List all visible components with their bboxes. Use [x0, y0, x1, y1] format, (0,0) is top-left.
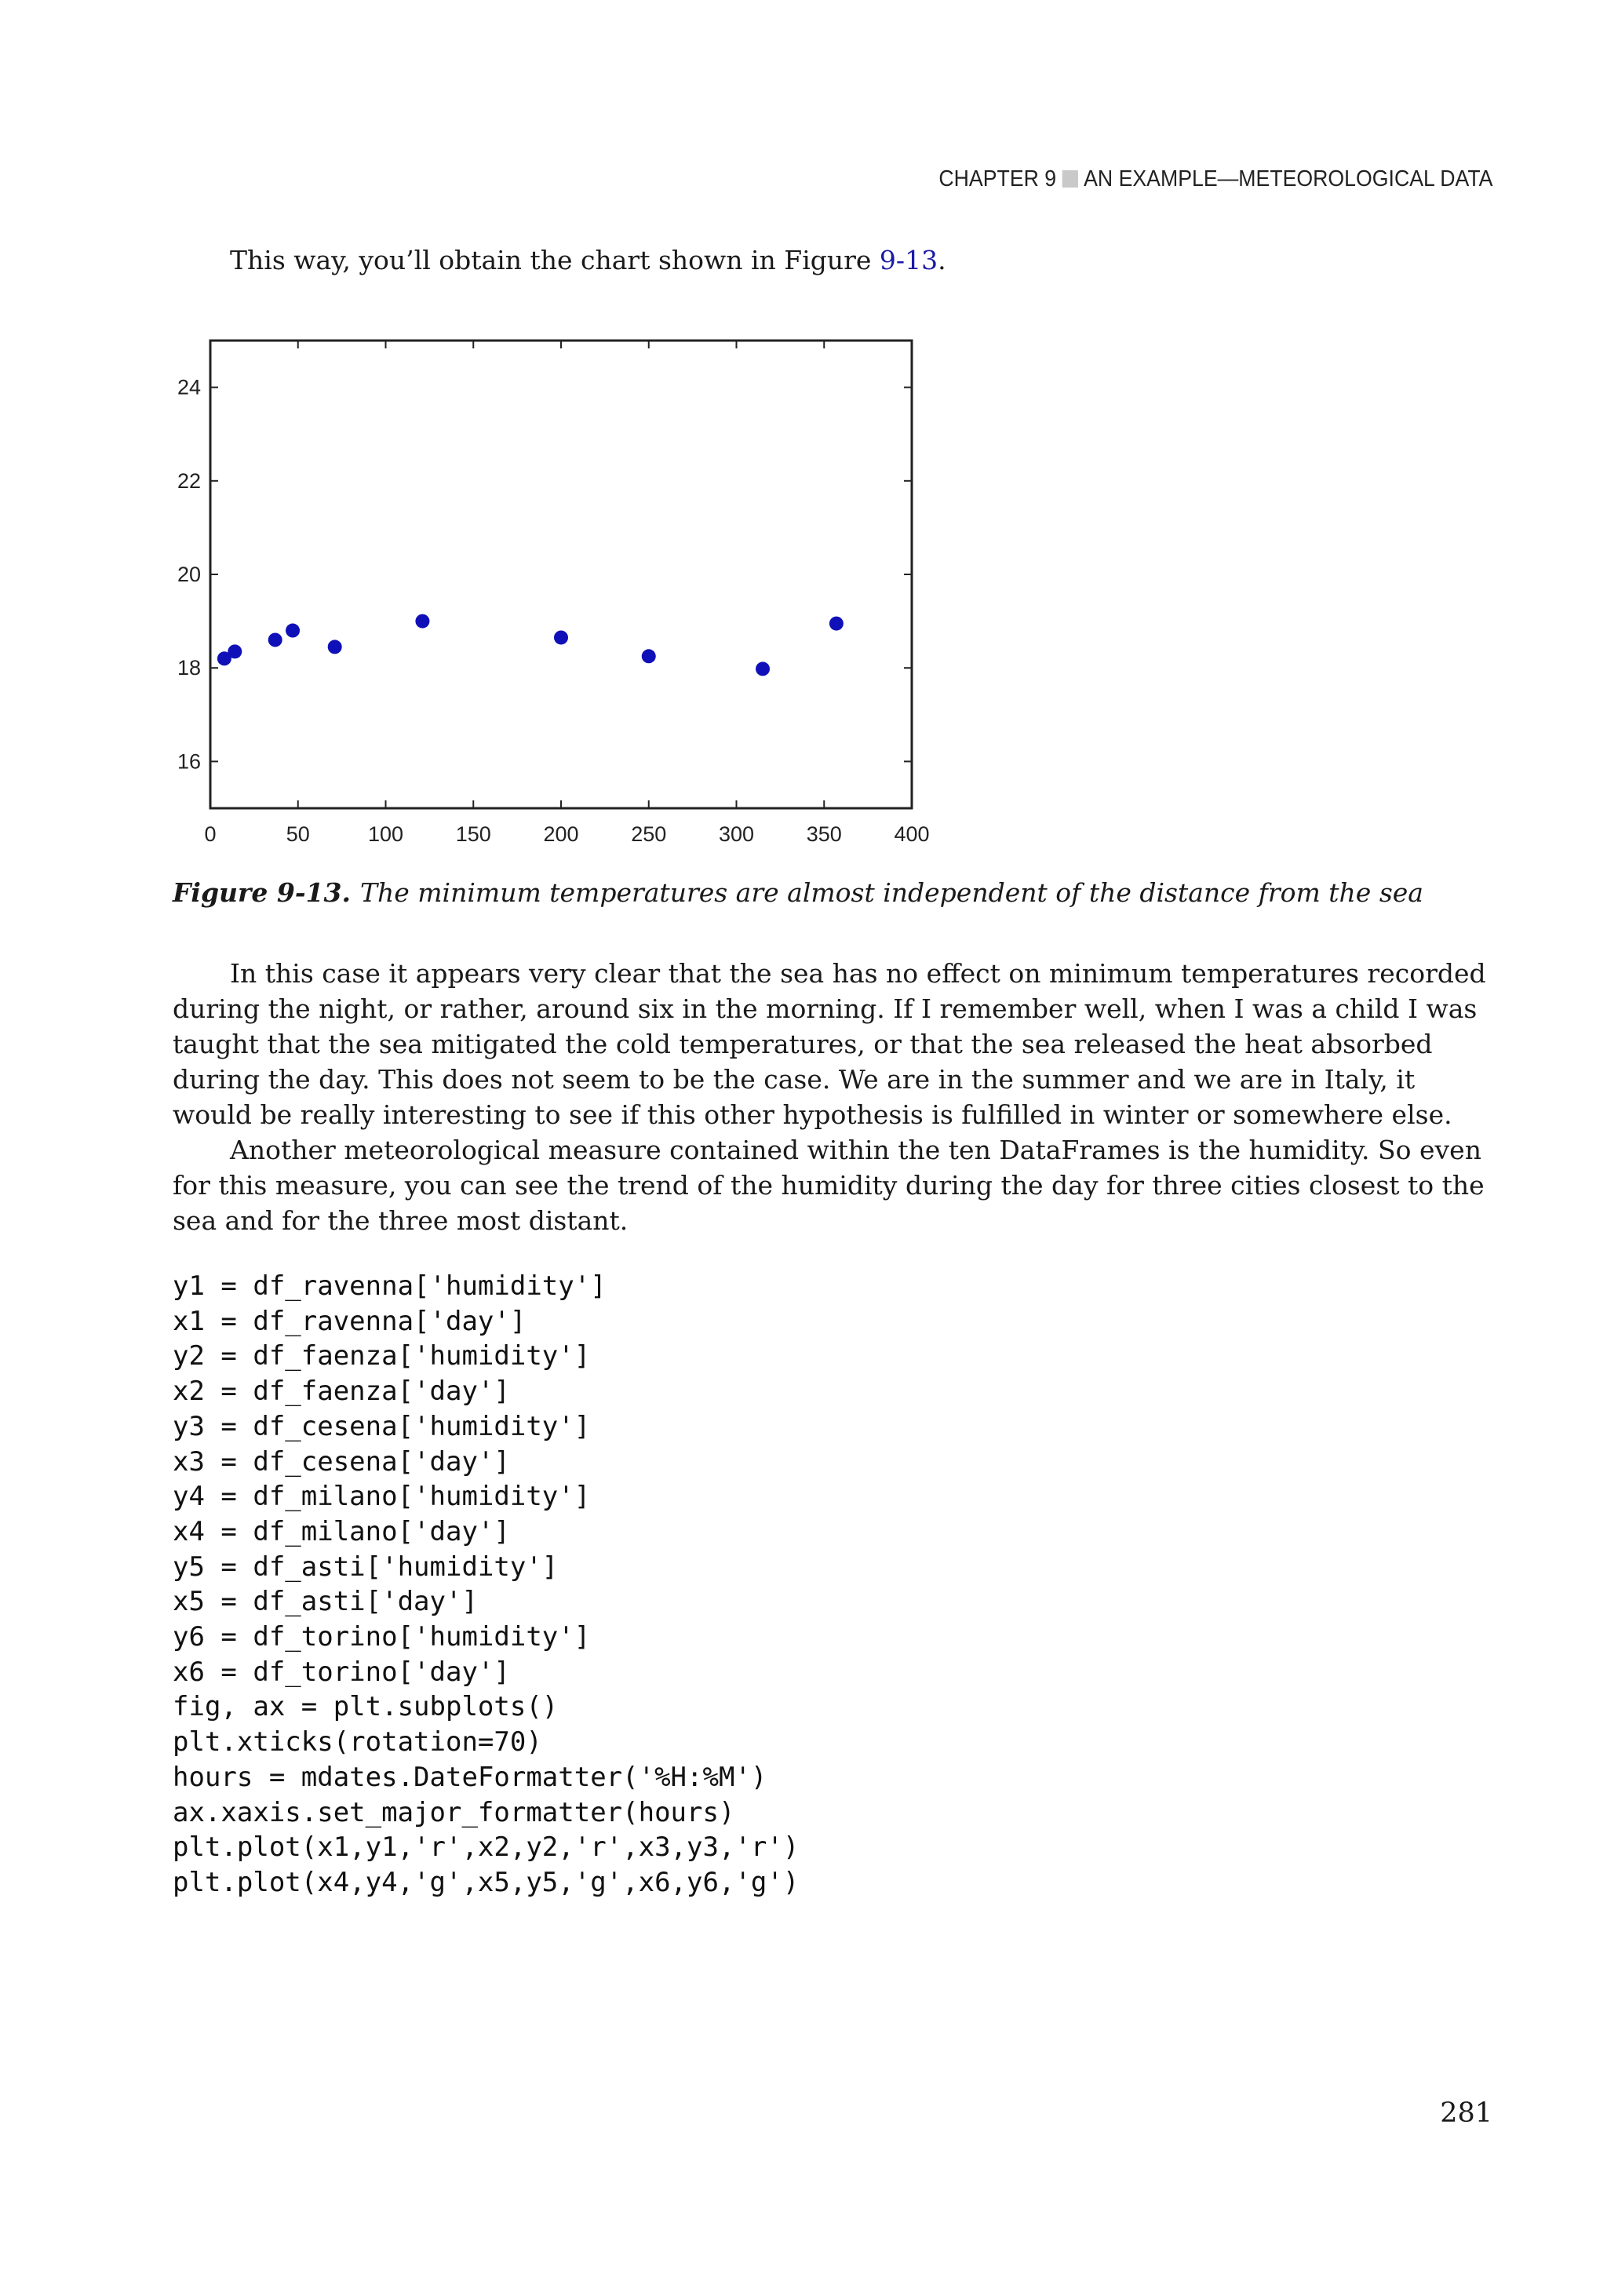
- figure-label: Figure 9-13.: [173, 877, 351, 908]
- chapter-title: AN EXAMPLE—METEOROLOGICAL DATA: [1083, 166, 1492, 191]
- code-line: hours = mdates.DateFormatter('%H:%M'): [173, 1761, 767, 1793]
- code-line: y1 = df_ravenna['humidity']: [173, 1270, 607, 1302]
- code-line: x5 = df_asti['day']: [173, 1586, 478, 1618]
- code-line: x2 = df_faenza['day']: [173, 1376, 510, 1408]
- data-point: [228, 644, 242, 658]
- x-tick-label: 250: [631, 822, 667, 846]
- chart-ticks: [177, 341, 930, 846]
- code-line: x1 = df_ravenna['day']: [173, 1305, 527, 1337]
- code-line: x3 = df_cesena['day']: [173, 1445, 510, 1478]
- data-point: [829, 617, 844, 631]
- code-line: ax.xaxis.set_major_formatter(hours): [173, 1796, 735, 1828]
- x-tick-label: 150: [455, 822, 491, 846]
- y-tick-label: 22: [177, 468, 201, 493]
- code-line: x6 = df_torino['day']: [173, 1656, 510, 1688]
- y-tick-label: 18: [177, 656, 201, 680]
- x-tick-label: 400: [894, 822, 930, 846]
- data-point: [756, 661, 770, 676]
- y-tick-label: 20: [177, 563, 201, 586]
- y-tick-label: 16: [177, 749, 201, 774]
- scatter-chart: [153, 330, 938, 863]
- paragraph: In this case it appears very clear that the sea has no effect on minimum temperatures recorded during the night, or rather, around six in the morning. If I remember well, when I was a child I was taught that the sea mitigated the cold temperatures, or that the sea released the heat absorbed during the day. This does not seem to be the case. We are in the summer and we are in Italy, it would be really interesting to see if this other hypothesis is fulfilled in winter or somewhere else.: [173, 958, 1486, 1130]
- code-line: y3 = df_cesena['humidity']: [173, 1410, 591, 1442]
- code-line: y4 = df_milano['humidity']: [173, 1481, 591, 1513]
- paragraph: Another meteorological measure contained within the ten DataFrames is the humidity. So even for this measure, you can see the trend of the humidity during the day for three cities closest to the sea and for the three most distant.: [173, 1135, 1485, 1236]
- body-text: [173, 956, 1491, 1238]
- code-line: y2 = df_faenza['humidity']: [173, 1340, 591, 1372]
- data-point: [642, 649, 656, 663]
- y-tick-label: 24: [177, 375, 201, 399]
- figure-caption: [173, 877, 1423, 908]
- data-point: [268, 632, 282, 647]
- plot-frame: [210, 341, 912, 808]
- code-line: plt.plot(x1,y1,'r',x2,y2,'r',x3,y3,'r'): [173, 1831, 800, 1864]
- x-tick-label: 50: [286, 822, 310, 846]
- x-tick-label: 350: [806, 822, 842, 846]
- code-line: x4 = df_milano['day']: [173, 1515, 510, 1547]
- x-tick-label: 0: [204, 822, 217, 846]
- x-tick-label: 200: [543, 822, 579, 846]
- code-block: [173, 1269, 799, 1901]
- code-line: y6 = df_torino['humidity']: [173, 1621, 591, 1653]
- chapter-label: CHAPTER 9: [938, 166, 1056, 191]
- intro-prefix: This way, you’ll obtain the chart shown in Figure: [230, 245, 880, 275]
- x-tick-label: 300: [718, 822, 755, 846]
- x-tick-label: 100: [367, 822, 404, 846]
- separator-square-icon: [1062, 170, 1077, 188]
- intro-suffix: .: [938, 245, 946, 275]
- code-line: fig, ax = plt.subplots(): [173, 1691, 559, 1723]
- data-point: [554, 630, 568, 644]
- intro-sentence: [230, 245, 946, 275]
- figure-reference-link[interactable]: 9-13: [879, 245, 938, 275]
- code-line: plt.xticks(rotation=70): [173, 1726, 542, 1758]
- data-point: [286, 624, 300, 638]
- page-number: 281: [1440, 2097, 1492, 2129]
- figure-caption-text: The minimum temperatures are almost independent of the distance from the sea: [359, 877, 1423, 908]
- data-point: [415, 614, 429, 629]
- data-point: [328, 640, 342, 654]
- data-points: [217, 614, 844, 676]
- code-line: y5 = df_asti['humidity']: [173, 1551, 559, 1583]
- code-line: plt.plot(x4,y4,'g',x5,y5,'g',x6,y6,'g'): [173, 1866, 800, 1898]
- running-head: [938, 166, 1492, 192]
